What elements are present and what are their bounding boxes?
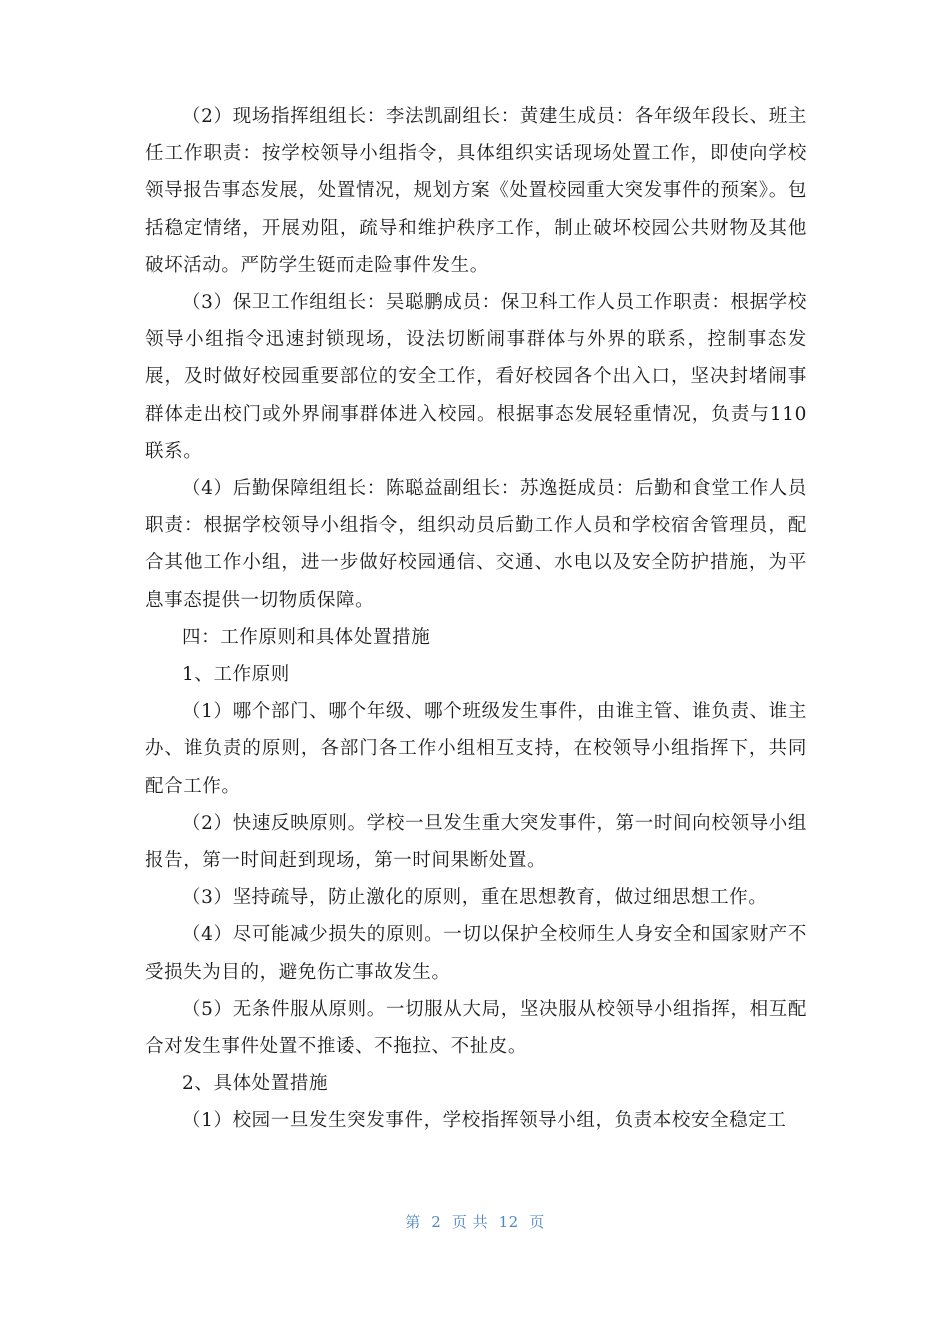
paragraph-field-command-group: （2）现场指挥组组长：李法凯副组长：黄建生成员：各年级年段长、班主任工作职责：按学校领导小组指令，具体组织实话现场处置工作，即使向学校领导报告事态发展，处置情况，规划方案《处置校园重大突发事件的预案》。包括稳定情绪，开展劝阻，疏导和维护秩序工作，制止破坏校园公共财物及其他破坏活动。严防学生铤而走险事件发生。 [145, 106, 807, 276]
paragraph-principle-3: （3）坚持疏导，防止激化的原则，重在思想教育，做过细思想工作。 [182, 887, 768, 909]
paragraph-measure-1: （1）校园一旦发生突发事件，学校指挥领导小组，负责本校安全稳定工 [182, 1110, 787, 1132]
subheading-specific-measures: 2、具体处置措施 [182, 1073, 329, 1095]
page-number-footer: 第 2 页 共 12 页 [405, 1213, 545, 1231]
paragraph-principle-4: （4）尽可能减少损失的原则。一切以保护全校师生人身安全和国家财产不受损失为目的，避免伤亡事故发生。 [145, 924, 807, 983]
paragraph-principle-5: （5）无条件服从原则。一切服从大局，坚决服从校领导小组指挥，相互配合对发生事件处置不推诿、不拖拉、不扯皮。 [145, 998, 807, 1058]
subheading-work-principles: 1、工作原则 [182, 664, 290, 686]
paragraph-principle-1: （1）哪个部门、哪个年级、哪个班级发生事件，由谁主管、谁负责、谁主办、谁负责的原则，各部门各工作小组相互支持，在校领导小组指挥下，共同配合工作。 [145, 701, 807, 797]
section-heading-principles-measures: 四：工作原则和具体处置措施 [182, 626, 431, 648]
paragraph-security-group: （3）保卫工作组组长：吴聪鹏成员：保卫科工作人员工作职责：根据学校领导小组指令迅速封锁现场，设法切断闹事群体与外界的联系，控制事态发展，及时做好校园重要部位的安全工作，看好校园各个出入口，坚决封堵闹事群体走出校门或外界闹事群体进入校园。根据事态发展轻重情况，负责与110联系。 [145, 292, 807, 462]
paragraph-principle-2: （2）快速反映原则。学校一旦发生重大突发事件，第一时间向校领导小组报告，第一时间赶到现场，第一时间果断处置。 [145, 812, 807, 872]
document-body [145, 98, 807, 1140]
paragraph-logistics-group: （4）后勤保障组组长：陈聪益副组长：苏逸挺成员：后勤和食堂工作人员职责：根据学校领导小组指令，组织动员后勤工作人员和学校宿舍管理员，配合其他工作小组，进一步做好校园通信、交通、水电以及安全防护措施，为平息事态提供一切物质保障。 [145, 478, 807, 611]
